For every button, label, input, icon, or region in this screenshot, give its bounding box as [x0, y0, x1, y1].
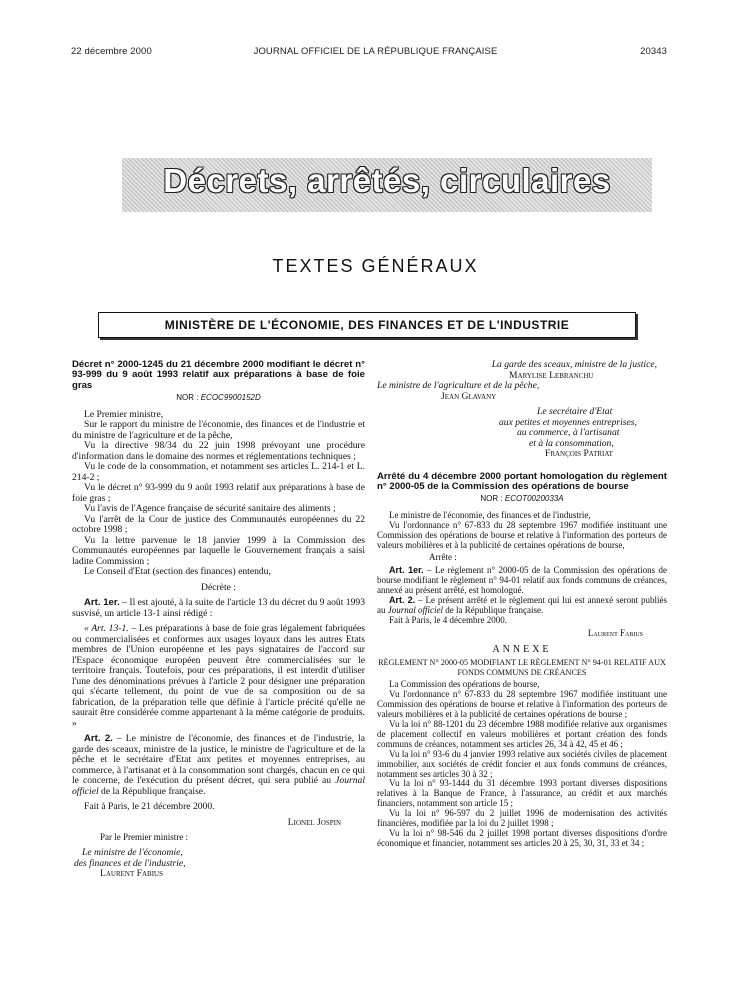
paragraph: Vu la loi n° 93-6 du 4 janvier 1993 relative aux sociétés civiles de placement immobilier, aux sociétés de crédit foncier et aux fonds communs de créances, notamment ses articles 30 à 32 ; — [377, 748, 667, 779]
arrete-article-1 — [377, 566, 667, 596]
header-journal-title: JOURNAL OFFICIEL DE LA RÉPUBLIQUE FRANÇAISE — [253, 46, 498, 57]
minister-agriculture: Le ministre de l'agriculture et de la pêche, — [377, 380, 540, 391]
paragraph: Le Conseil d'Etat (section des finances) entendu, — [84, 566, 271, 578]
arrete-article-2-jo: Journal officiel — [387, 604, 443, 615]
paragraph: Vu l'avis de l'Agence française de sécurité sanitaire des aliments ; — [84, 503, 336, 515]
fait-a-paris: Fait à Paris, le 21 décembre 2000. — [84, 801, 215, 813]
header-date: 22 décembre 2000 — [71, 46, 152, 57]
nor-label: NOR : — [176, 393, 199, 403]
nor-reference-2 — [377, 494, 667, 505]
garde-des-sceaux: La garde des sceaux, ministre de la justice, — [491, 359, 657, 370]
arrete-article-2-end: de la République française. — [445, 604, 544, 615]
signature-fabius: Laurent Fabius — [100, 868, 163, 880]
paragraph: Vu le code de la consommation, et notamment ses articles L. 214-1 et L. 214-2 ; — [72, 461, 365, 483]
article-2-end: de la République française. — [101, 785, 206, 797]
arrete-article-1-label: Art. 1er. — [389, 565, 424, 576]
paragraph: Vu l'arrêt de la Cour de justice des Communautés européennes du 22 octobre 1998 ; — [72, 513, 365, 536]
arrete-title: Arrêté du 4 décembre 2000 portant homologation du règlement n° 2000-05 de la Commission des opérations de bourse — [377, 470, 667, 492]
paragraph: Vu l'ordonnance n° 67-833 du 28 septembre 1967 modifiée instituant une Commission des opérations de bourse et relative à l'information des porteurs de valeurs mobilières et à la publicité de certaines opérations de bourse, — [377, 519, 667, 550]
signature-lebranchu: Marylise Lebranchu — [509, 369, 594, 381]
paragraph: Vu la loi n° 93-1444 du 31 décembre 1993 portant diverses dispositions relatives à la Banque de France, à l'assurance, au crédit et aux marchés financiers, notamment son article 15 ; — [377, 778, 667, 809]
arrete-article-2-label: Art. 2. — [389, 595, 416, 606]
signature-glavany: Jean Glavany — [441, 390, 497, 402]
paragraph: Vu la directive 98/34 du 22 juin 1998 prévoyant une procédure d'information dans le domaine des normes et réglementations techniques ; — [72, 440, 365, 462]
decree-title: Décret n° 2000-1245 du 21 décembre 2000 modifiant le décret n° 93-999 du 9 août 1993 relatif aux préparations à base de foie gras — [72, 359, 365, 391]
nor-code: ECOT0020033A — [504, 494, 564, 504]
band-title: Décrets, arrêtés, circulaires — [163, 162, 611, 199]
fait-a-paris-2: Fait à Paris, le 4 décembre 2000. — [389, 614, 507, 625]
secretary-line1: Le secrétaire d'Etat — [537, 406, 613, 417]
signature-fabius-2: Laurent Fabius — [587, 627, 643, 638]
article-2-label: Art. 2. — [84, 733, 113, 745]
article-13-1-label: « Art. 13-1. — [84, 623, 129, 635]
paragraph: Vu l'ordonnance n° 67-833 du 28 septembre 1967 modifiée instituant une Commission des opérations de bourse et relative à l'information des porteurs de valeurs mobilières et à la publicité de certaines opérations de bourse ; — [377, 689, 667, 720]
annexe-heading: ANNEXE — [492, 643, 552, 655]
article-1 — [72, 598, 365, 619]
header-page-number: 20343 — [640, 46, 667, 57]
signature-jospin: Lionel Jospin — [287, 816, 341, 828]
secretary-line4: et à la consommation, — [529, 437, 614, 449]
arrete-heading: Arrête : — [429, 552, 457, 563]
reglement-title: RÈGLEMENT N° 2000-05 MODIFIANT LE RÈGLEMENT N° 94-01 RELATIF AUX FONDS COMMUNS DE CRÉANCES — [378, 658, 666, 677]
paragraph: Le Premier ministre, — [84, 408, 164, 420]
paragraph: Vu le décret n° 93-999 du 9 août 1993 relatif aux préparations à base de foie gras ; — [72, 482, 365, 504]
paragraph: Sur le rapport du ministre de l'économie, des finances et de l'industrie et du ministre de l'agriculture et de la pêche, — [72, 419, 365, 441]
left-column — [72, 360, 365, 880]
paragraph: Vu la loi n° 96-597 du 2 juillet 1996 de modernisation des activités financières, modifiée par la loi du 2 juillet 1998 ; — [377, 808, 667, 829]
article-2-jo: Journal officiel — [72, 775, 365, 797]
article-1-text: – Il est ajouté, à la suite de l'article 13 du décret du 9 août 1993 susvisé, un article 13-1 ainsi rédigé : — [72, 597, 365, 619]
arrete-article-1-text: – Le règlement n° 2000-05 de la Commission des opérations de bourse modifiant le règlement n° 94-01 relatif aux fonds communs de créances, annexé au présent arrêté, est homologué. — [377, 565, 667, 596]
article-2-text: – Le ministre de l'économie, des finances et de l'industrie, la garde des sceaux, ministre de la justice, le ministre de l'agriculture et de la pêche et le secrétaire d'Etat aux petites et moyennes entreprises, au commerce, à l'artisanat et à la consommation sont chargés, chacun en ce qui le concerne, de l'exécution du présent décret, qui sera publié au — [72, 733, 365, 787]
minister-economy-line2: des finances et de l'industrie, — [74, 857, 186, 869]
paragraph: Vu la lettre parvenue le 18 janvier 1999 à la Commission des Communautés européennes par laquelle le Gouvernement français a saisi ladite Commission ; — [72, 534, 365, 567]
decrete-heading: Décrète : — [201, 581, 236, 593]
secretary-line3: au commerce, à l'artisanat — [517, 427, 620, 438]
paragraph: Le ministre de l'économie, des finances et de l'industrie, — [389, 509, 591, 520]
section-title: TEXTES GÉNÉRAUX — [272, 256, 479, 276]
arrete-article-2-text: – Le présent arrêté et le règlement qui lui est annexé seront publiés au — [377, 595, 667, 615]
nor-code: ECOC9900152D — [200, 393, 261, 403]
signature-patriat: François Patriat — [545, 448, 613, 459]
nor-label: NOR : — [480, 494, 503, 504]
paragraph: Vu la loi n° 88-1201 du 23 décembre 1988 modifiée relative aux organismes de placement collectif en valeurs mobilières et portant création des fonds communs de créances, notamment ses articles 26, 34 à 42, 45 et 46 ; — [377, 719, 667, 749]
article-1-label: Art. 1er. — [84, 597, 120, 609]
article-13-1-text: – Les préparations à base de foie gras légalement fabriquées ou commercialisées et conformes aux usages loyaux dans les autres Etats membres de l'Union européenne et les pays signataires de l'accord sur l'Espace économique européen peuvent être commercialisées sur le territoire français. Toutefois, pour ces préparations, il est interdit d'utiliser l'une des dénominations prévues à l'article 2 pour désigner une préparation qui s'écarte tellement, du point de vue de sa composition ou de sa fabrication, de la préparation telle que définie à l'article précité qu'elle ne saurait être considérée comme appartenant à la même catégorie de produits. » — [72, 623, 366, 729]
right-column — [377, 360, 667, 849]
secretary-line2: aux petites et moyennes entreprises, — [499, 416, 637, 428]
minister-economy-line1: Le ministre de l'économie, — [82, 847, 183, 859]
arrete-article-2 — [377, 596, 667, 616]
ministry-box: MINISTÈRE DE L'ÉCONOMIE, DES FINANCES ET DE L'INDUSTRIE — [98, 312, 636, 338]
article-2 — [72, 734, 365, 797]
par-premier-ministre: Par le Premier ministre : — [100, 832, 188, 843]
title-band — [122, 158, 652, 212]
nor-reference — [72, 393, 365, 404]
article-13-1 — [72, 624, 365, 729]
paragraph: Vu la loi n° 98-546 du 2 juillet 1998 portant diverses dispositions d'ordre économique et financier, notamment ses articles 20 à 25, 30, 31, 33 et 34 ; — [377, 827, 667, 848]
paragraph: La Commission des opérations de bourse, — [389, 679, 540, 690]
